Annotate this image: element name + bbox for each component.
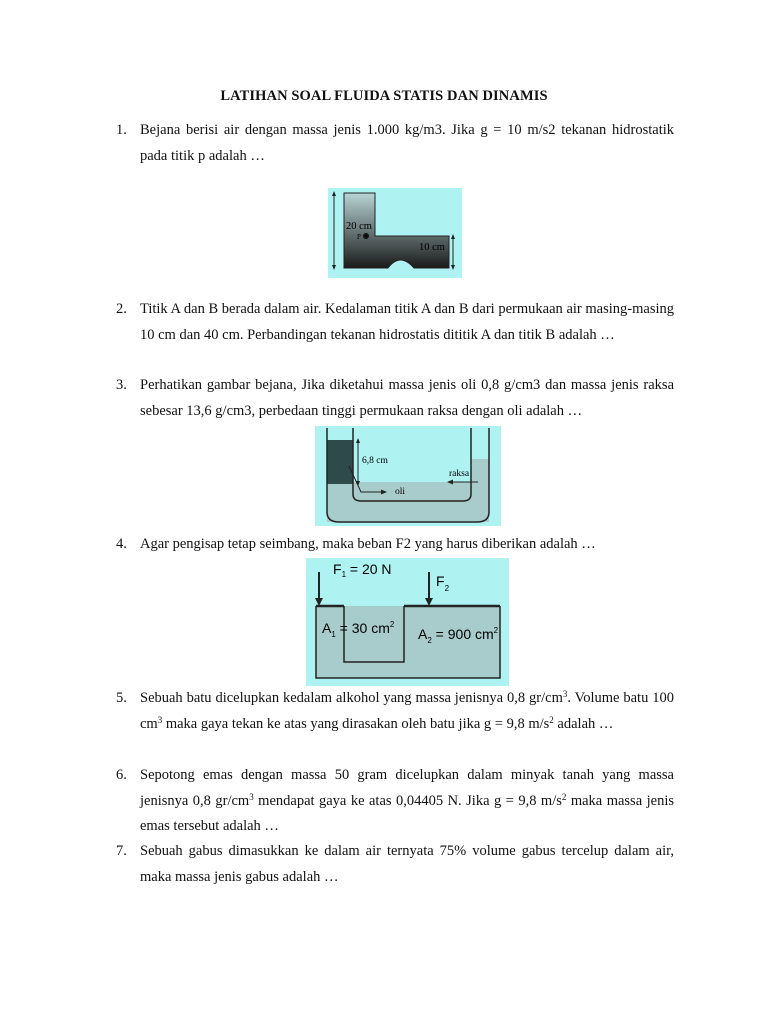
label-mercury: raksa <box>449 469 470 479</box>
question-7 <box>116 839 674 890</box>
figure-vessel-point-p <box>328 188 462 278</box>
label-point-p: P <box>357 233 361 241</box>
question-number: 1. <box>116 122 127 138</box>
label-depth: 20 cm <box>346 221 372 232</box>
question-2 <box>116 297 674 348</box>
question-3 <box>116 373 674 424</box>
label-height: 10 cm <box>419 242 445 253</box>
label-force-1: $F_1 = 20$ N <box>333 561 392 579</box>
question-text: Sepotong emas dengan massa 50 gram dicelupkan dalam minyak tanah yang massa jenisnya 0,8 $gr/cm^3$ mendapat gaya ke atas 0,04405 N. Jika g = 9,8 $m/s^2$ maka massa jenis emas tersebut adalah … <box>140 767 674 834</box>
page-title: LATIHAN SOAL FLUIDA STATIS DAN DINAMIS <box>220 88 548 104</box>
label-oil: oli <box>395 487 406 497</box>
question-text: Agar pengisap tetap seimbang, maka beban F2 yang harus diberikan adalah … <box>140 536 596 552</box>
label-area-2: $A_2 = 900$ $cm^2$ <box>418 626 499 645</box>
question-number: 5. <box>116 690 127 706</box>
question-text: Sebuah batu dicelupkan kedalam alkohol yang massa jenisnya 0,8 $gr/cm^3$. Volume batu 100 $cm^3$ maka gaya tekan ke atas yang dirasakan oleh batu jika g = 9,8 $m/s^2$ adalah … <box>140 689 674 732</box>
question-number: 2. <box>116 301 127 317</box>
question-1 <box>116 118 674 169</box>
question-text: Sebuah gabus dimasukkan ke dalam air ternyata 75% volume gabus tercelup dalam air, maka massa jenis gabus adalah … <box>140 843 674 885</box>
question-text: Titik A dan B berada dalam air. Kedalaman titik A dan B dari permukaan air masing-masing 10 cm dan 40 cm. Perbandingan tekanan hidrostatis dititik A dan titik B adalah … <box>140 301 674 343</box>
question-4 <box>116 532 674 558</box>
question-text: Bejana berisi air dengan massa jenis 1.000 kg/m3. Jika g = 10 m/s2 tekanan hidrostatik pada titik p adalah … <box>140 122 674 164</box>
label-area-1: $A_1 = 30$ $cm^2$ <box>322 620 395 639</box>
label-height: 6,8 cm <box>362 456 388 466</box>
label-force-2: $F_2$ <box>436 573 450 593</box>
figure-hydraulic-press <box>306 558 509 686</box>
figure-u-tube <box>315 426 501 526</box>
question-number: 3. <box>116 377 127 393</box>
question-6 <box>116 763 674 840</box>
question-text: Perhatikan gambar bejana, Jika diketahui massa jenis oli 0,8 g/cm3 dan massa jenis raksa sebesar 13,6 g/cm3, perbedaan tinggi permukaan raksa dengan oli adalah … <box>140 377 674 419</box>
question-number: 7. <box>116 843 127 859</box>
question-number: 4. <box>116 536 127 552</box>
question-number: 6. <box>116 767 127 783</box>
question-5 <box>116 686 674 737</box>
